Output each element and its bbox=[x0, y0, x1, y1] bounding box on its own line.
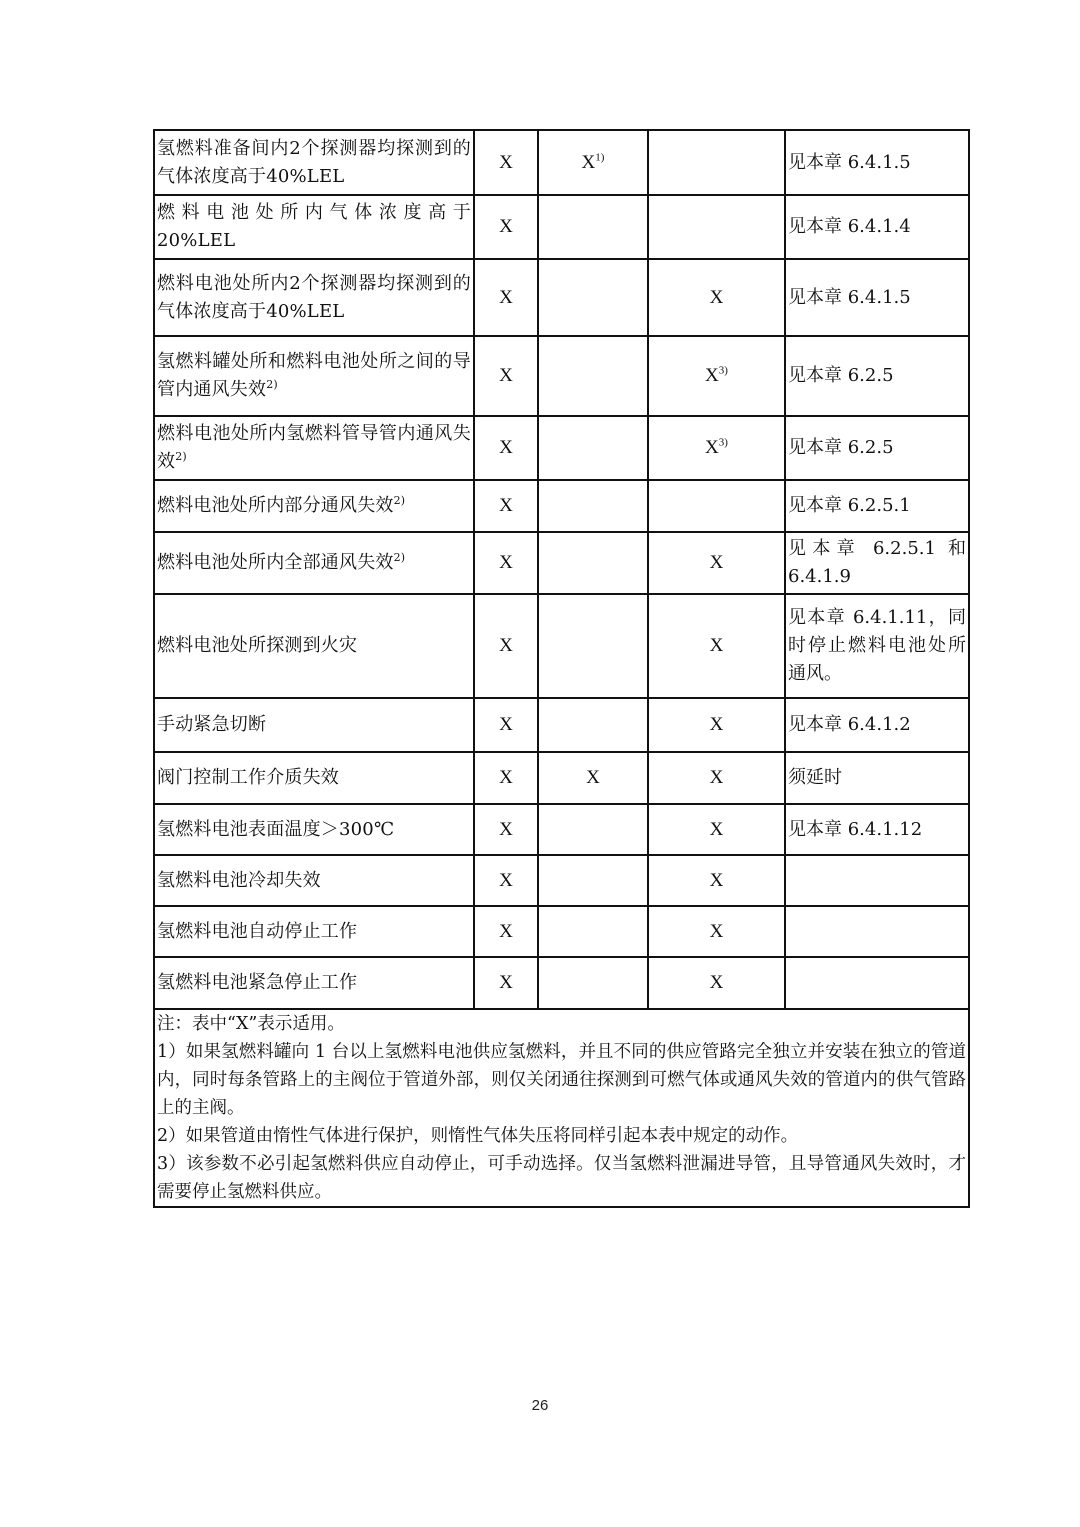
footnote-ref: 2) bbox=[393, 551, 406, 564]
mark-cell: $X^{3)}$ bbox=[648, 416, 785, 480]
mark-cell bbox=[538, 957, 648, 1009]
page-number: 26 bbox=[531, 1397, 549, 1414]
table-row bbox=[154, 336, 969, 416]
footnote-ref: 3) bbox=[718, 364, 728, 377]
remark-cell: 见本章 6.4.1.11，同时停止燃料电池处所通风。 bbox=[785, 594, 969, 698]
remark-cell bbox=[785, 906, 969, 957]
mark-cell: X bbox=[474, 259, 538, 336]
mark-cell: $X^{1)}$ bbox=[538, 130, 648, 195]
mark-cell: X bbox=[474, 906, 538, 957]
condition-cell: 燃料电池处所内气体浓度高于20%LEL bbox=[154, 195, 474, 259]
condition-cell: 氢燃料罐处所和燃料电池处所之间的导管内通风失效$^{2)}$ bbox=[154, 336, 474, 416]
mark-cell: X bbox=[648, 752, 785, 804]
table-row bbox=[154, 957, 969, 1009]
mark-cell: X bbox=[474, 480, 538, 532]
mark-cell: X bbox=[474, 855, 538, 906]
mark-cell bbox=[648, 195, 785, 259]
mark-cell: $X^{3)}$ bbox=[648, 336, 785, 416]
condition-cell: 氢燃料电池表面温度＞300℃ bbox=[154, 804, 474, 855]
mark-cell bbox=[538, 532, 648, 594]
notes-row bbox=[154, 1009, 969, 1207]
mark-cell: X bbox=[474, 532, 538, 594]
mark-cell: X bbox=[474, 195, 538, 259]
mark-cell: X bbox=[474, 416, 538, 480]
footnote-ref: 1) bbox=[595, 151, 605, 164]
mark-cell bbox=[538, 698, 648, 752]
mark-cell: X bbox=[648, 698, 785, 752]
table-row bbox=[154, 480, 969, 532]
remark-cell: 见本章 6.4.1.5 bbox=[785, 259, 969, 336]
condition-cell: 手动紧急切断 bbox=[154, 698, 474, 752]
mark-cell bbox=[538, 855, 648, 906]
note-legend: 注：表中“X”表示适用。 bbox=[157, 1014, 345, 1034]
remark-cell: 须延时 bbox=[785, 752, 969, 804]
footnote-ref: 2) bbox=[393, 494, 406, 507]
table-row bbox=[154, 855, 969, 906]
table-row bbox=[154, 259, 969, 336]
mark-cell bbox=[538, 259, 648, 336]
mark-cell: X bbox=[474, 130, 538, 195]
note-3: 3）该参数不必引起氢燃料供应自动停止，可手动选择。仅当氢燃料泄漏进导管，且导管通风失效时，才需要停止氢燃料供应。 bbox=[157, 1154, 966, 1202]
condition-cell: 氢燃料电池自动停止工作 bbox=[154, 906, 474, 957]
mark-cell bbox=[538, 195, 648, 259]
mark-cell: X bbox=[474, 594, 538, 698]
remark-cell: 见本章 6.4.1.5 bbox=[785, 130, 969, 195]
condition-cell: 氢燃料电池紧急停止工作 bbox=[154, 957, 474, 1009]
mark-cell bbox=[538, 906, 648, 957]
remark-cell bbox=[785, 855, 969, 906]
mark-cell: X bbox=[648, 804, 785, 855]
remark-cell bbox=[785, 957, 969, 1009]
remark-cell: 见本章 6.2.5 bbox=[785, 416, 969, 480]
table-row bbox=[154, 906, 969, 957]
mark-cell bbox=[538, 804, 648, 855]
footnote-ref: 2) bbox=[175, 450, 187, 463]
mark-cell: X bbox=[474, 752, 538, 804]
mark-cell bbox=[538, 480, 648, 532]
remark-cell: 见本章 6.4.1.12 bbox=[785, 804, 969, 855]
remark-cell: 见本章 6.4.1.2 bbox=[785, 698, 969, 752]
shutdown-action-table bbox=[153, 129, 970, 1208]
remark-cell: 见本章 6.2.5 bbox=[785, 336, 969, 416]
mark-cell: X bbox=[648, 532, 785, 594]
condition-cell: 燃料电池处所内氢燃料管导管内通风失效$^{2)}$ bbox=[154, 416, 474, 480]
condition-cell: 燃料电池处所内全部通风失效$^{2)}$ bbox=[154, 532, 474, 594]
mark-cell: X bbox=[538, 752, 648, 804]
footnote-ref: 3) bbox=[718, 436, 728, 449]
table-row bbox=[154, 594, 969, 698]
condition-cell: 氢燃料准备间内2个探测器均探测到的气体浓度高于40%LEL bbox=[154, 130, 474, 195]
note-2: 2）如果管道由惰性气体进行保护，则惰性气体失压将同样引起本表中规定的动作。 bbox=[157, 1126, 799, 1146]
note-1: 1）如果氢燃料罐向 1 台以上氢燃料电池供应氢燃料，并且不同的供应管路完全独立并安装在独立的管道内，同时每条管路上的主阀位于管道外部，则仅关闭通往探测到可燃气体或通风失效的管道内的供气管路上的主阀。 bbox=[157, 1042, 966, 1118]
mark-cell: X bbox=[648, 594, 785, 698]
table-row bbox=[154, 532, 969, 594]
table-row bbox=[154, 804, 969, 855]
table-row bbox=[154, 416, 969, 480]
table-row bbox=[154, 698, 969, 752]
mark-cell bbox=[538, 416, 648, 480]
mark-cell bbox=[538, 336, 648, 416]
table-row bbox=[154, 130, 969, 195]
mark-cell: X bbox=[474, 336, 538, 416]
condition-cell: 燃料电池处所内2个探测器均探测到的气体浓度高于40%LEL bbox=[154, 259, 474, 336]
condition-cell: 阀门控制工作介质失效 bbox=[154, 752, 474, 804]
mark-cell: X bbox=[474, 957, 538, 1009]
table-row bbox=[154, 752, 969, 804]
footnote-ref: 2) bbox=[266, 378, 278, 391]
table-row bbox=[154, 195, 969, 259]
condition-cell: 燃料电池处所探测到火灾 bbox=[154, 594, 474, 698]
mark-cell: X bbox=[474, 698, 538, 752]
condition-cell: 氢燃料电池冷却失效 bbox=[154, 855, 474, 906]
remark-cell: 见本章 6.2.5.1 和 6.4.1.9 bbox=[785, 532, 969, 594]
mark-cell: X bbox=[648, 259, 785, 336]
remark-cell: 见本章 6.4.1.4 bbox=[785, 195, 969, 259]
remark-cell: 见本章 6.2.5.1 bbox=[785, 480, 969, 532]
mark-cell bbox=[648, 130, 785, 195]
mark-cell: X bbox=[648, 855, 785, 906]
condition-cell: 燃料电池处所内部分通风失效$^{2)}$ bbox=[154, 480, 474, 532]
mark-cell: X bbox=[648, 957, 785, 1009]
mark-cell: X bbox=[474, 804, 538, 855]
notes-cell bbox=[154, 1009, 969, 1207]
mark-cell: X bbox=[648, 906, 785, 957]
mark-cell bbox=[538, 594, 648, 698]
mark-cell bbox=[648, 480, 785, 532]
